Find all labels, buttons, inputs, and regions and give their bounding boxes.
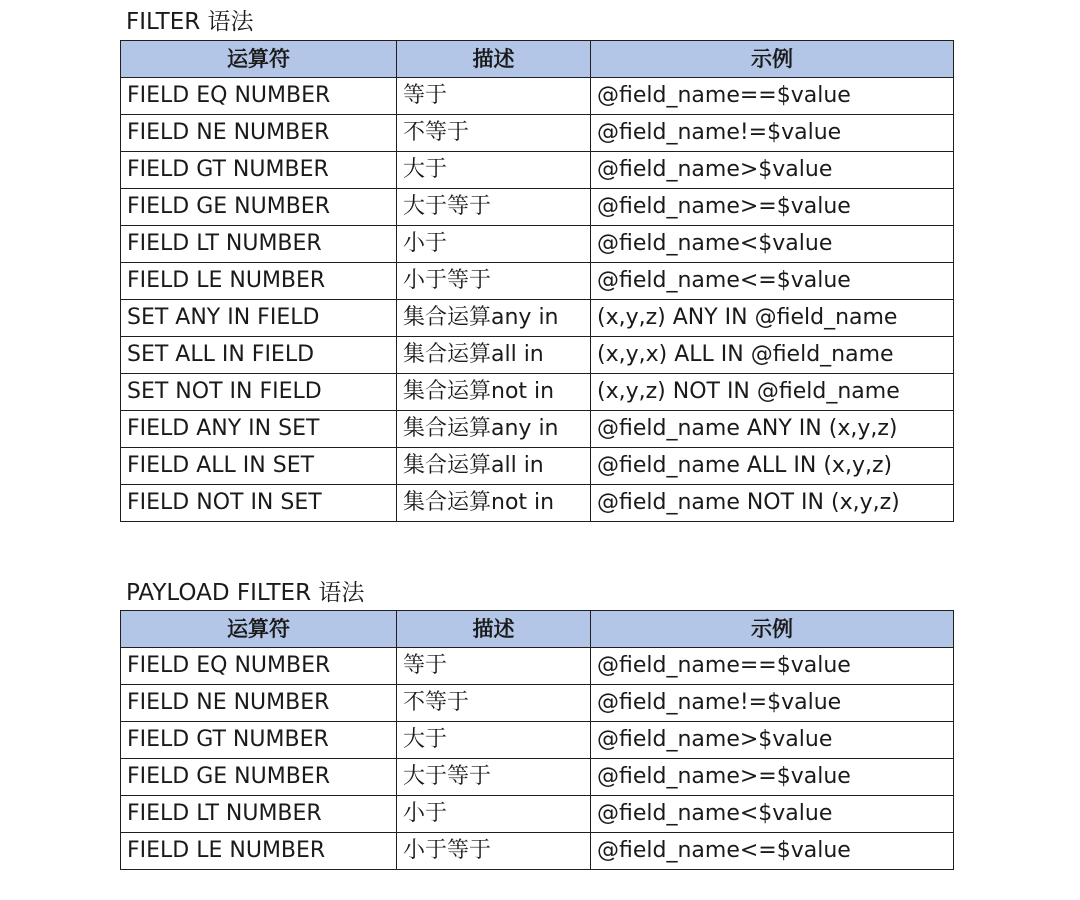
table-row	[121, 337, 954, 374]
description-cell: 等于	[397, 648, 591, 685]
description-cell: 等于	[397, 78, 591, 115]
example-cell: @field_name<$value	[591, 796, 954, 833]
column-header-operator: 运算符	[121, 611, 397, 648]
table-row	[121, 189, 954, 226]
example-cell: @field_name<$value	[591, 226, 954, 263]
table-header-row	[121, 41, 954, 78]
operator-cell: SET ALL IN FIELD	[121, 337, 397, 374]
example-cell: @field_name!=$value	[591, 685, 954, 722]
table-header-row	[121, 611, 954, 648]
table-row	[121, 833, 954, 870]
operator-cell: SET ANY IN FIELD	[121, 300, 397, 337]
description-cell: 集合运算not in	[397, 485, 591, 522]
payload-filter-syntax-title: PAYLOAD FILTER 语法	[126, 580, 365, 606]
table-row	[121, 226, 954, 263]
operator-cell: FIELD EQ NUMBER	[121, 648, 397, 685]
filter-syntax-title: FILTER 语法	[126, 9, 254, 35]
example-cell: @field_name NOT IN (x,y,z)	[591, 485, 954, 522]
description-cell: 不等于	[397, 115, 591, 152]
table-row	[121, 374, 954, 411]
operator-cell: SET NOT IN FIELD	[121, 374, 397, 411]
operator-cell: FIELD EQ NUMBER	[121, 78, 397, 115]
description-cell: 小于	[397, 796, 591, 833]
example-cell: @field_name<=$value	[591, 263, 954, 300]
operator-cell: FIELD NOT IN SET	[121, 485, 397, 522]
operator-cell: FIELD GT NUMBER	[121, 722, 397, 759]
operator-cell: FIELD LT NUMBER	[121, 226, 397, 263]
table-row	[121, 448, 954, 485]
example-cell: @field_name>=$value	[591, 759, 954, 796]
table-row	[121, 411, 954, 448]
description-cell: 集合运算all in	[397, 337, 591, 374]
table-row	[121, 115, 954, 152]
description-cell: 大于	[397, 152, 591, 189]
example-cell: @field_name>=$value	[591, 189, 954, 226]
operator-cell: FIELD NE NUMBER	[121, 685, 397, 722]
example-cell: (x,y,z) ANY IN @field_name	[591, 300, 954, 337]
column-header-description: 描述	[397, 41, 591, 78]
description-cell: 大于等于	[397, 759, 591, 796]
operator-cell: FIELD NE NUMBER	[121, 115, 397, 152]
example-cell: @field_name ALL IN (x,y,z)	[591, 448, 954, 485]
table-row	[121, 485, 954, 522]
column-header-operator: 运算符	[121, 41, 397, 78]
example-cell: @field_name!=$value	[591, 115, 954, 152]
description-cell: 小于等于	[397, 263, 591, 300]
example-cell: @field_name ANY IN (x,y,z)	[591, 411, 954, 448]
operator-cell: FIELD LE NUMBER	[121, 833, 397, 870]
table-row	[121, 796, 954, 833]
example-cell: @field_name==$value	[591, 648, 954, 685]
example-cell: @field_name>$value	[591, 152, 954, 189]
table-row	[121, 648, 954, 685]
description-cell: 大于等于	[397, 189, 591, 226]
description-cell: 大于	[397, 722, 591, 759]
operator-cell: FIELD ANY IN SET	[121, 411, 397, 448]
table-row	[121, 78, 954, 115]
column-header-example: 示例	[591, 41, 954, 78]
column-header-example: 示例	[591, 611, 954, 648]
operator-cell: FIELD GE NUMBER	[121, 189, 397, 226]
payload-filter-syntax-table	[120, 610, 954, 870]
table-row	[121, 722, 954, 759]
example-cell: @field_name==$value	[591, 78, 954, 115]
description-cell: 不等于	[397, 685, 591, 722]
table-row	[121, 685, 954, 722]
operator-cell: FIELD ALL IN SET	[121, 448, 397, 485]
description-cell: 小于	[397, 226, 591, 263]
filter-syntax-table	[120, 40, 954, 522]
table-row	[121, 152, 954, 189]
example-cell: (x,y,z) NOT IN @field_name	[591, 374, 954, 411]
column-header-description: 描述	[397, 611, 591, 648]
operator-cell: FIELD LE NUMBER	[121, 263, 397, 300]
table-row	[121, 263, 954, 300]
table-row	[121, 300, 954, 337]
operator-cell: FIELD GT NUMBER	[121, 152, 397, 189]
operator-cell: FIELD LT NUMBER	[121, 796, 397, 833]
description-cell: 集合运算any in	[397, 411, 591, 448]
description-cell: 集合运算not in	[397, 374, 591, 411]
operator-cell: FIELD GE NUMBER	[121, 759, 397, 796]
example-cell: (x,y,x) ALL IN @field_name	[591, 337, 954, 374]
example-cell: @field_name<=$value	[591, 833, 954, 870]
description-cell: 集合运算all in	[397, 448, 591, 485]
description-cell: 集合运算any in	[397, 300, 591, 337]
description-cell: 小于等于	[397, 833, 591, 870]
table-row	[121, 759, 954, 796]
example-cell: @field_name>$value	[591, 722, 954, 759]
